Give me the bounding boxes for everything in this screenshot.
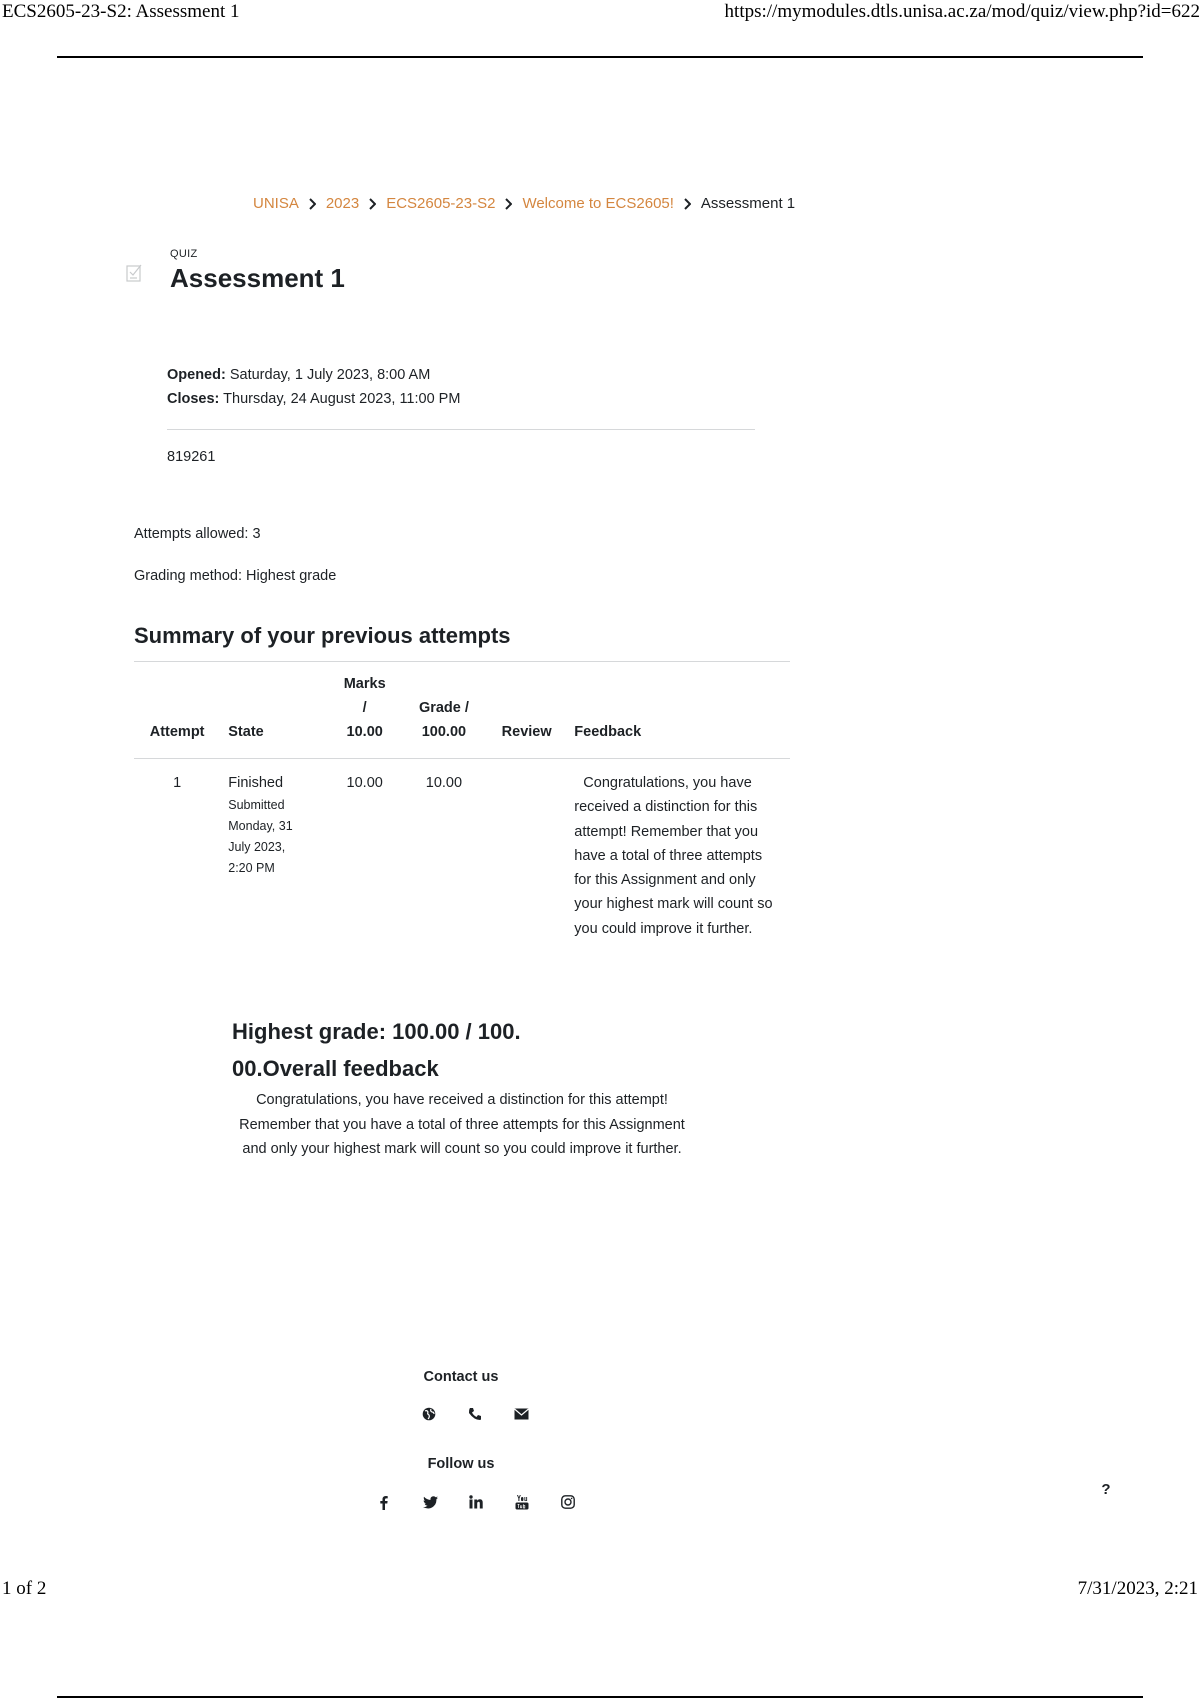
envelope-icon[interactable] — [498, 1405, 544, 1423]
column-header-feedback: Feedback — [566, 672, 790, 759]
breadcrumb-item-course[interactable]: ECS2605-23-S2 — [386, 195, 496, 212]
overall-feedback-text: Congratulations, you have received a distinction for this attempt! Remember that you have a total of three attempts for this Assignment and only your highest mark will count so you could improve it further. — [239, 1092, 685, 1157]
contact-icons — [406, 1405, 544, 1423]
breadcrumb-current: Assessment 1 — [700, 195, 796, 212]
column-header-grade — [401, 672, 487, 759]
closes-value: Thursday, 24 August 2023, 11:00 PM — [223, 391, 461, 407]
dates-divider — [167, 429, 755, 430]
activity-type-label: QUIZ — [170, 248, 198, 260]
facebook-icon[interactable] — [361, 1493, 407, 1511]
attempt-marks: 10.00 — [346, 775, 383, 791]
footer-divider — [57, 1696, 1143, 1698]
breadcrumb-item-unisa[interactable]: UNISA — [253, 195, 299, 212]
table-header-row — [134, 672, 790, 759]
quiz-dates — [167, 363, 460, 411]
grade-header-line1: Grade / — [418, 700, 469, 716]
linkedin-icon[interactable] — [453, 1493, 499, 1511]
instagram-icon[interactable] — [545, 1493, 591, 1511]
marks-header-line2: / — [362, 700, 367, 716]
quiz-icon — [126, 263, 144, 283]
globe-icon[interactable] — [406, 1405, 452, 1423]
print-page-number: 1 of 2 — [2, 1578, 47, 1599]
closes-date — [167, 387, 460, 411]
phone-icon[interactable] — [452, 1405, 498, 1423]
follow-us-title: Follow us — [427, 1456, 495, 1472]
summary-title: Summary of your previous attempts — [134, 623, 511, 648]
attempts-allowed: Attempts allowed: 3 — [134, 526, 261, 542]
contact-us-title: Contact us — [423, 1369, 499, 1385]
breadcrumb-item-section[interactable]: Welcome to ECS2605! — [522, 195, 674, 212]
grade-header-line2: 100.00 — [421, 724, 467, 740]
header-divider — [57, 56, 1143, 58]
attempt-state — [220, 759, 328, 942]
submitted-line1: Submitted — [228, 798, 285, 812]
attempts-table — [134, 672, 790, 941]
chevron-right-icon — [309, 198, 316, 210]
marks-header-line3: 10.00 — [346, 724, 383, 740]
attempt-grade: 10.00 — [425, 775, 463, 791]
state-text: Finished — [228, 775, 284, 791]
column-header-attempt: Attempt — [134, 672, 220, 759]
twitter-icon[interactable] — [407, 1493, 453, 1511]
highest-grade-line2: 00.Overall feedback — [232, 1056, 439, 1081]
chevron-right-icon — [369, 198, 376, 210]
submitted-line2: Monday, 31 — [228, 819, 293, 833]
highest-grade-line1: Highest grade: 100.00 / 100. — [232, 1019, 521, 1044]
grading-method: Grading method: Highest grade — [134, 568, 337, 584]
opened-date — [167, 363, 460, 387]
highest-grade-heading — [232, 1013, 552, 1087]
column-header-state: State — [220, 672, 328, 759]
chevron-right-icon — [684, 198, 691, 210]
attempt-review[interactable] — [487, 759, 566, 942]
marks-header-line1: Marks — [343, 676, 386, 692]
youtube-icon[interactable] — [499, 1493, 545, 1511]
print-timestamp: 7/31/2023, 2:21 — [1077, 1578, 1198, 1599]
social-icons — [361, 1493, 591, 1511]
column-header-marks — [329, 672, 401, 759]
opened-value: Saturday, 1 July 2023, 8:00 AM — [229, 367, 431, 383]
opened-label: Opened: — [167, 367, 226, 383]
help-button[interactable]: ? — [1101, 1481, 1111, 1498]
attempt-feedback-text: Congratulations, you have received a distinction for this attempt! Remember that you have a total of three attempts for this Assignment and only your highest mark will count so you could improve it further. — [574, 775, 773, 937]
submitted-line3: July 2023, — [228, 840, 286, 854]
closes-label: Closes: — [167, 391, 220, 407]
breadcrumb — [253, 195, 795, 212]
quiz-code: 819261 — [167, 449, 216, 465]
attempt-feedback — [566, 759, 790, 942]
attempt-number: 1 — [173, 775, 182, 791]
print-header-title: ECS2605-23-S2: Assessment 1 — [2, 1, 240, 22]
summary-divider — [134, 661, 790, 662]
breadcrumb-item-year[interactable]: 2023 — [325, 195, 360, 212]
submitted-line4: 2:20 PM — [228, 861, 275, 875]
page-title: Assessment 1 — [170, 263, 345, 293]
column-header-review: Review — [487, 672, 566, 759]
print-header-url: https://mymodules.dtls.unisa.ac.za/mod/quiz/view.php?id=622 — [724, 1, 1200, 22]
chevron-right-icon — [505, 198, 512, 210]
table-row — [134, 759, 790, 942]
